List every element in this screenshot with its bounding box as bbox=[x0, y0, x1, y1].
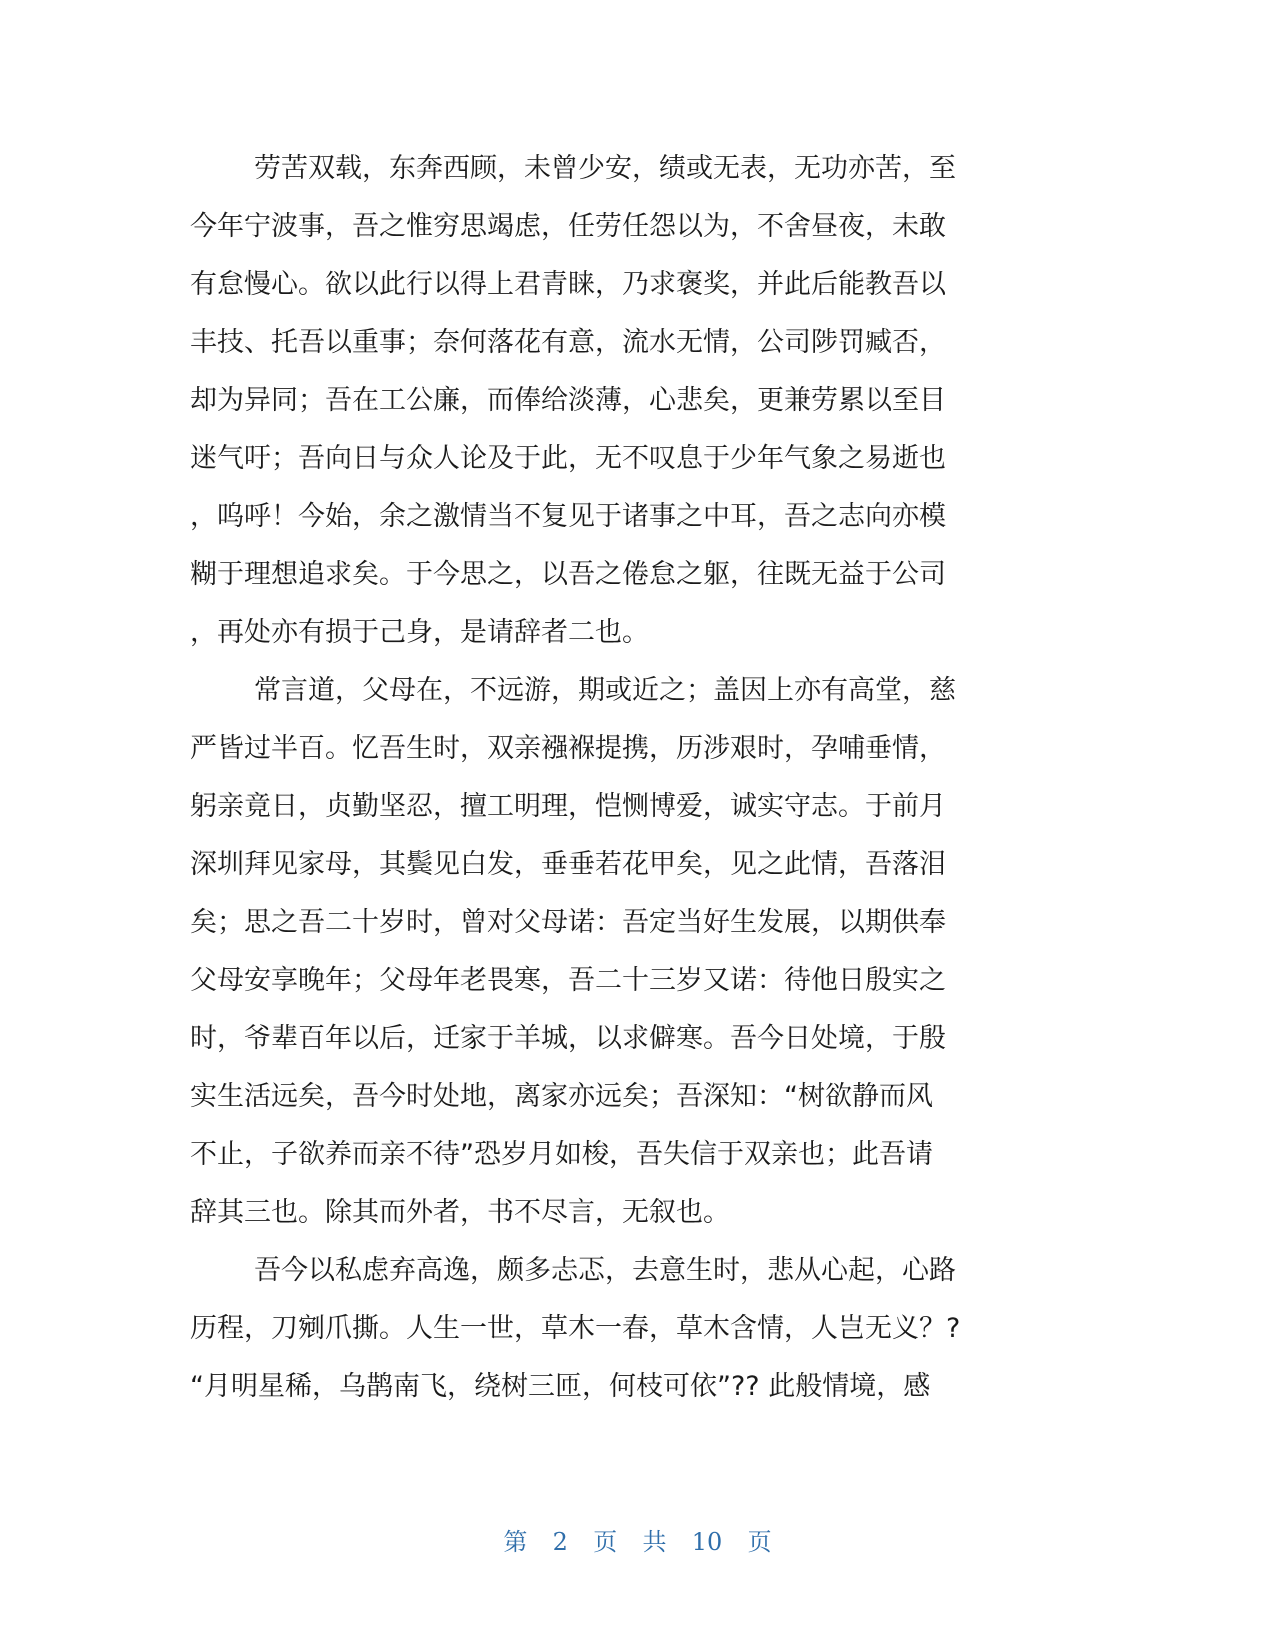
footer-current-page: 2 bbox=[552, 1528, 568, 1556]
paragraph-line: 父母安享晚年；父母年老畏寒，吾二十三岁又诺：待他日殷实之 bbox=[190, 965, 946, 996]
paragraph-line: 糊于理想追求矣。于今思之，以吾之倦怠之躯，往既无益于公司 bbox=[190, 559, 946, 590]
page-footer bbox=[0, 1527, 1275, 1557]
footer-total-word: 共 bbox=[642, 1528, 667, 1556]
paragraph-line: ，呜呼！今始，余之激情当不复见于诸事之中耳，吾之志向亦模 bbox=[190, 501, 946, 532]
paragraph-line: 有怠慢心。欲以此行以得上君青睐，乃求褒奖，并此后能教吾以 bbox=[190, 269, 946, 300]
paragraph-line: 矣；思之吾二十岁时，曾对父母诺：吾定当好生发展，以期供奉 bbox=[190, 907, 946, 938]
paragraph-line: 历程，刀剜爪撕。人生一世，草木一春，草木含情，人岂无义？? bbox=[190, 1313, 961, 1344]
paragraph-line: 今年宁波事，吾之惟穷思竭虑，任劳任怨以为，不舍昼夜，未敢 bbox=[190, 211, 946, 242]
document-body bbox=[190, 140, 1090, 1416]
paragraph-line: 常言道，父母在，不远游，期或近之；盖因上亦有高堂，慈 bbox=[254, 675, 956, 706]
paragraph-line: 不止，子欲养而亲不待”恐岁月如梭，吾失信于双亲也；此吾请 bbox=[190, 1139, 933, 1170]
footer-total-pages: 10 bbox=[691, 1528, 723, 1556]
paragraph-line: ，再处亦有损于己身，是请辞者二也。 bbox=[190, 617, 649, 648]
paragraph-line: 实生活远矣，吾今时处地，离家亦远矣；吾深知：“树欲静而风 bbox=[190, 1081, 933, 1112]
footer-page-word: 页 bbox=[593, 1528, 618, 1556]
footer-suffix: 页 bbox=[747, 1528, 772, 1556]
footer-prefix: 第 bbox=[503, 1528, 528, 1556]
paragraph-line: 严皆过半百。忆吾生时，双亲襁褓提携，历涉艰时，孕哺垂情， bbox=[190, 733, 946, 764]
paragraph-line: 丰技、托吾以重事；奈何落花有意，流水无情，公司陟罚臧否， bbox=[190, 327, 946, 358]
paragraph-line: 躬亲竟日，贞勤坚忍，擅工明理，恺恻博爱，诚实守志。于前月 bbox=[190, 791, 946, 822]
paragraph-line: 劳苦双载，东奔西顾，未曾少安，绩或无表，无功亦苦，至 bbox=[254, 153, 956, 184]
paragraph-line: 吾今以私虑弃高逸，颇多忐忑，去意生时，悲从心起，心路 bbox=[254, 1255, 956, 1286]
paragraph-line: “月明星稀，乌鹊南飞，绕树三匝，何枝可依”?? 此般情境，感 bbox=[190, 1371, 931, 1402]
paragraph-line: 迷气吁；吾向日与众人论及于此，无不叹息于少年气象之易逝也 bbox=[190, 443, 946, 474]
paragraph-line: 却为异同；吾在工公廉，而俸给淡薄，心悲矣，更兼劳累以至目 bbox=[190, 385, 946, 416]
paragraph-line: 辞其三也。除其而外者，书不尽言，无叙也。 bbox=[190, 1197, 730, 1228]
paragraph-line: 时，爷辈百年以后，迁家于羊城，以求僻寒。吾今日处境，于殷 bbox=[190, 1023, 946, 1054]
paragraph-line: 深圳拜见家母，其鬓见白发，垂垂若花甲矣，见之此情，吾落泪 bbox=[190, 849, 946, 880]
